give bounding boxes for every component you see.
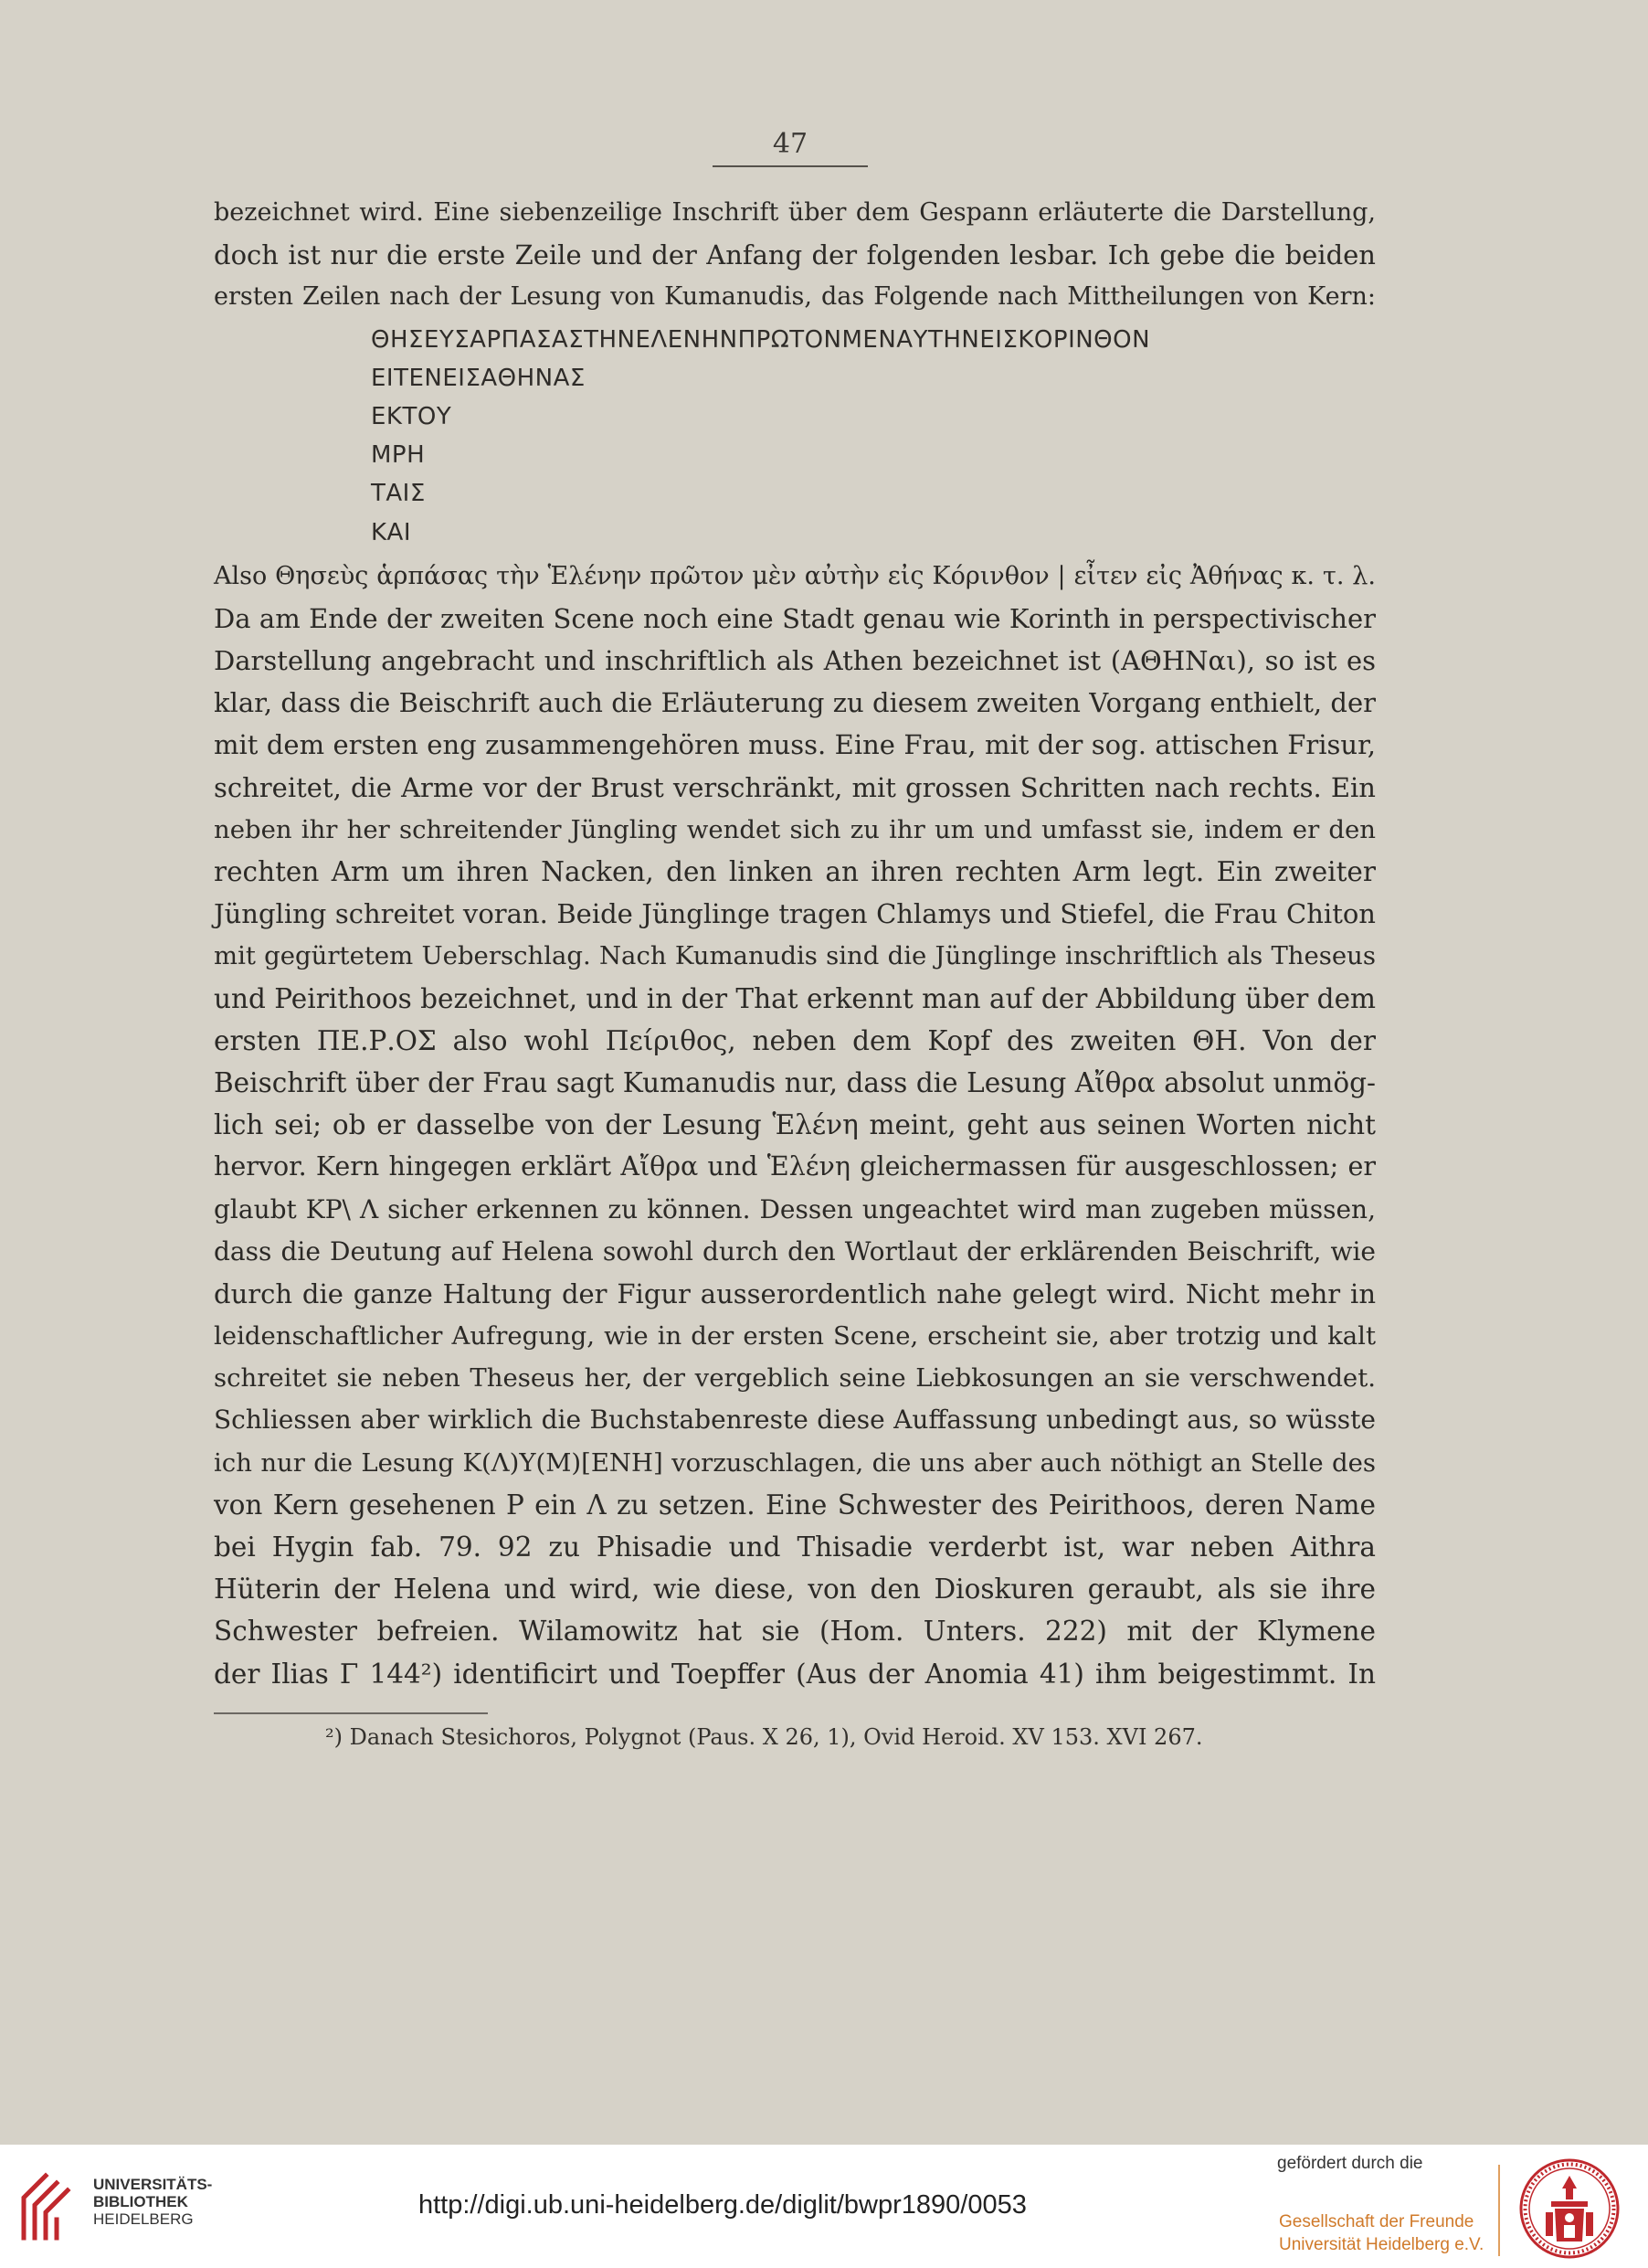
text-line: schreitet, die Arme vor der Brust verschränkt, mit grossen Schritten nach rechts. Ein — [214, 771, 1376, 803]
footnote: ²) Danach Stesichoros, Polygnot (Paus. X 26, 1), Ovid Heroid. XV 153. XVI 267. — [325, 1724, 1203, 1750]
text-line: mit dem ersten eng zusammengehören muss. Eine Frau, mit der sog. attischen Frisur, — [214, 729, 1376, 761]
text-line: Da am Ende der zweiten Scene noch eine Stadt genau wie Korinth in perspectivischer — [214, 602, 1376, 634]
library-name-line: HEIDELBERG — [93, 2210, 194, 2228]
text-line: lich sei; ob er dasselbe von der Lesung Ἑλένη meint, geht aus seinen Worten nicht — [214, 1109, 1376, 1141]
inscription-line: ΤΑΙΣ — [371, 480, 426, 508]
text-line: ersten Zeilen nach der Lesung von Kumanudis, das Folgende nach Mittheilungen von Kern: — [214, 282, 1376, 312]
inscription-line: ΚΑΙ — [371, 518, 412, 546]
text-line: Hüterin der Helena und wird, wie diese, von den Dioskuren geraubt, als sie ihre — [214, 1574, 1376, 1606]
text-line: Darstellung angebracht und inschriftlich als Athen bezeichnet ist (ΑΘΗΝαι), so ist es — [214, 645, 1376, 677]
text-line: bei Hygin fab. 79. 92 zu Phisadie und Thisadie verderbt ist, war neben Aithra — [214, 1531, 1376, 1563]
footnote-separator — [214, 1712, 488, 1714]
text-line: ich nur die Lesung Κ(Λ)Υ(Μ)[ΕΝΗ] vorzuschlagen, die uns aber auch nöthigt an Stelle des — [214, 1447, 1376, 1478]
inscription-line: ΘΗΣΕΥΣΑΡΠΑΣΑΣΤΗΝΕΛΕΝΗΝΠΡΩΤΟΝΜΕΝΑΥΤΗΝΕΙΣΚΟΡΙΝΘΟΝ — [371, 325, 1151, 354]
text-line: bezeichnet wird. Eine siebenzeilige Inschrift über dem Gespann erläuterte die Darstellung, — [214, 198, 1376, 227]
sponsor-name — [1279, 2210, 1484, 2256]
text-line: dass die Deutung auf Helena sowohl durch den Wortlaut der erklärenden Beischrift, wie — [214, 1235, 1376, 1266]
text-line: durch die ganze Haltung der Figur ausserordentlich nahe gelegt wird. Nicht mehr in — [214, 1277, 1376, 1309]
library-logo-icon — [15, 2170, 80, 2243]
text-line: von Kern gesehenen Ρ ein Λ zu setzen. Eine Schwester des Peirithoos, deren Name — [214, 1489, 1376, 1521]
page-number: 47 — [713, 128, 868, 167]
text-line: schreitet sie neben Theseus her, der vergeblich seine Liebkosungen an sie verschwendet. — [214, 1363, 1376, 1394]
text-line: hervor. Kern hingegen erklärt Αἴθρα und Ἑλένη gleichermassen für ausgeschlossen; er — [214, 1151, 1376, 1182]
inscription-line: ΕΚΤΟΥ — [371, 402, 452, 430]
text-line: glaubt ΚΡ\ Λ sicher erkennen zu können. Dessen ungeachtet wird man zugeben müssen, — [214, 1193, 1376, 1224]
library-name-line: UNIVERSITÄTS- — [93, 2176, 213, 2193]
library-name-line: BIBLIOTHEK — [93, 2193, 188, 2210]
text-line: Beischrift über der Frau sagt Kumanudis nur, dass die Lesung Αἴθρα absolut unmög- — [214, 1066, 1376, 1098]
library-name — [93, 2176, 212, 2228]
permalink-url[interactable]: http://digi.ub.uni-heidelberg.de/diglit/bwpr1890/0053 — [418, 2190, 1027, 2220]
text-line: Schliessen aber wirklich die Buchstabenreste diese Auffassung unbedingt aus, so wüsste — [214, 1404, 1376, 1436]
sponsor-name-line: Universität Heidelberg e.V. — [1279, 2235, 1484, 2254]
sponsor-divider — [1498, 2165, 1500, 2256]
text-line: Jüngling schreitet voran. Beide Jünglinge tragen Chlamys und Stiefel, die Frau Chiton — [214, 898, 1376, 930]
inscription-line: ΕΙΤΕΝΕΙΣΑΘΗΝΑΣ — [371, 364, 586, 392]
text-line: mit gegürtetem Ueberschlag. Nach Kumanudis sind die Jünglinge inschriftlich als Theseus — [214, 941, 1376, 971]
text-line: der Ilias Γ 144²) identificirt und Toepffer (Aus der Anomia 41) ihm beigestimmt. In — [214, 1658, 1376, 1690]
inscription-block — [214, 321, 1376, 552]
text-line: Schwester befreien. Wilamowitz hat sie (Hom. Unters. 222) mit der Klymene — [214, 1616, 1376, 1648]
text-line: rechten Arm um ihren Nacken, den linken an ihren rechten Arm legt. Ein zweiter — [214, 856, 1376, 887]
text-line: leidenschaftlicher Aufregung, wie in der ersten Scene, erscheint sie, aber trotzig und kalt — [214, 1321, 1376, 1351]
text-line: doch ist nur die erste Zeile und der Anfang der folgenden lesbar. Ich gebe die beiden — [214, 239, 1376, 271]
main-text — [214, 192, 1376, 1695]
sponsor-name-line: Gesellschaft der Freunde — [1279, 2212, 1474, 2231]
text-line: ersten ΠΕ.Ρ.ΟΣ also wohl Πείριθος, neben dem Kopf des zweiten ΘΗ. Von der — [214, 1024, 1376, 1056]
text-line: neben ihr her schreitender Jüngling wendet sich zu ihr um und umfasst sie, indem er den — [214, 814, 1376, 844]
university-seal-icon — [1518, 2157, 1621, 2260]
text-line: klar, dass die Beischrift auch die Erläuterung zu diesem zweiten Vorgang enthielt, der — [214, 687, 1376, 719]
viewer-footer — [0, 2145, 1648, 2268]
text-line: Also Θησεὺς ἁρπάσας τὴν Ἑλένην πρῶτον μὲν αὐτὴν εἰς Κόρινθον | εἶτεν εἰς Ἀθήνας κ. τ. λ. — [214, 561, 1376, 590]
sponsor-label: gefördert durch die — [1277, 2154, 1423, 2173]
inscription-line: ΜΡΗ — [371, 441, 426, 470]
text-line: und Peirithoos bezeichnet, und in der That erkennt man auf der Abbildung über dem — [214, 982, 1376, 1014]
